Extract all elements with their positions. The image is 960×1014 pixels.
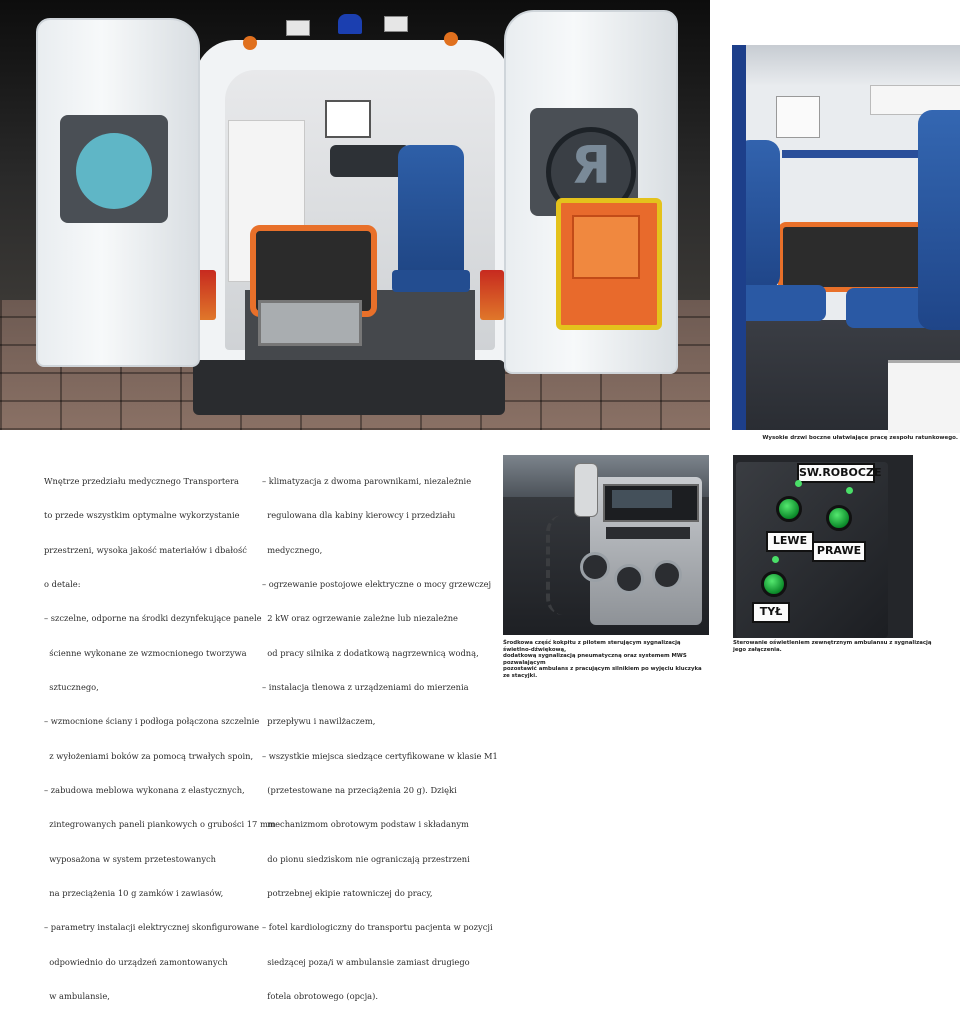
caption-line: dodatkową sygnalizacją pneumatyczną oraz systemem MWS pozwalającym (503, 653, 687, 666)
control-panel-caption (733, 640, 933, 653)
left-lights-button (776, 496, 802, 522)
text-line: wyposażona w system przetestowanych (44, 853, 217, 864)
text-line: od pracy silnika z dodatkową nagrzewnicą wodną, (262, 647, 479, 658)
monitor (325, 100, 371, 138)
text-line: ścienne wykonane ze wzmocnionego tworzywa (44, 647, 247, 658)
text-line: (przetestowane na przeciążenia 20 g). Dzięki (262, 785, 457, 795)
wall-shelf (782, 150, 932, 158)
climate-knob-icon (580, 552, 610, 582)
carry-chair-straps (572, 215, 640, 279)
text-line: w ambulansie, (44, 991, 110, 1002)
text-line: na przeciążenia 10 g zamków i zawiasów, (44, 888, 224, 899)
air-vent (606, 527, 690, 539)
text-line: zintegrowanych paneli piankowych o grubości 17 mm (44, 819, 276, 830)
swivel-seat-base (392, 270, 470, 292)
caption-line: jego załączenia. (733, 646, 782, 653)
text-line: przepływu i nawilżaczem, (262, 716, 376, 727)
side-seat-right (918, 110, 960, 330)
roof-lamp-left (286, 20, 310, 36)
text-line: siedzącej poza/i w ambulansie zamiast drugiego (262, 956, 470, 967)
text-line: – ogrzewanie postojowe elektryczne o mocy grzewczej (262, 578, 492, 589)
text-line: mechanizmom obrotowym podstaw i składanym (262, 819, 469, 830)
text-line: o detale: (44, 578, 81, 589)
side-door-caption: Wysokie drzwi boczne ułatwiające pracę zespołu ratunkowego. (762, 435, 958, 441)
indicator-led-icon (772, 556, 779, 563)
side-seat-left-cushion (736, 285, 826, 321)
label-right: PRAWE (812, 541, 866, 562)
text-line: sztucznego, (44, 681, 99, 692)
tail-light-right (480, 270, 504, 320)
text-line: Wnętrze przedziału medycznego Transportera (44, 475, 239, 486)
text-line: – klimatyzacja z dwoma parownikami, niezależnie (262, 475, 472, 486)
rear-bumper (193, 360, 505, 415)
door-frame (732, 45, 746, 430)
text-line: przestrzeni, wysoka jakość materiałów i dbałość (44, 544, 247, 555)
text-line: – szczelne, odporne na środki dezynfekujące panele (44, 613, 262, 624)
text-line: 2 kW oraz ogrzewanie zależne lub niezależne (262, 613, 458, 624)
circle-decal-icon (76, 133, 152, 209)
blue-beacon-icon (338, 14, 362, 34)
radio-display (612, 490, 672, 508)
swivel-seat-back (398, 145, 464, 285)
text-line: to przede wszystkim optymalne wykorzystanie (44, 510, 240, 521)
orange-marker-left (243, 36, 257, 50)
text-line: – zabudowa meblowa wykonana z elastycznych, (44, 785, 245, 795)
text-line: – parametry instalacji elektrycznej skonfigurowane (44, 922, 260, 933)
rear-lights-button (761, 571, 787, 597)
label-left: LEWE (766, 531, 814, 552)
text-line: – wzmocnione ściany i podłoga połączona szczelnie (44, 716, 260, 727)
label-work-lights: SW.ROBOCZE (797, 463, 875, 483)
caption-line: Środkowa część kokpitu z pilotem sterującym sygnalizacją świetlno-dźwiękową, (503, 640, 681, 653)
text-line: odpowiednio do urządzeń zamontowanych (44, 956, 228, 967)
text-line: do pionu siedziskom nie ograniczają przestrzeni (262, 853, 470, 864)
indicator-led-icon (795, 480, 802, 487)
climate-knob-icon (652, 560, 682, 590)
label-rear: TYŁ (752, 602, 790, 623)
text-line: – fotel kardiologiczny do transportu pacjenta w pozycji (262, 922, 493, 933)
door-step (888, 360, 960, 433)
mirrored-r-glyph: Я (570, 136, 612, 196)
roof-lamp-right (384, 16, 408, 32)
remote-cord (546, 515, 580, 615)
text-line: potrzebnej ekipie ratowniczej do pracy, (262, 888, 433, 899)
dashboard-caption (503, 640, 709, 680)
siren-remote-icon (574, 463, 598, 517)
body-text-middle (262, 453, 497, 1014)
orange-marker-right (444, 32, 458, 46)
text-line: z wyłożeniami boków za pomocą trwałych spoin, (44, 750, 254, 761)
text-line: – instalacja tlenowa z urządzeniami do mierzenia (262, 681, 469, 692)
text-line: regulowana dla kabiny kierowcy i przedziału (262, 510, 456, 521)
caption-line: pozostawić ambulans z pracującym silnikiem po wyjęciu kluczyka ze stacyjki. (503, 666, 702, 679)
caption-line: Sterowanie oświetleniem zewnętrznym ambulansu z sygnalizacją (733, 640, 932, 646)
wall-device (776, 96, 820, 138)
side-ceiling (732, 45, 960, 85)
right-lights-button (826, 505, 852, 531)
indicator-led-icon (846, 487, 853, 494)
text-line: fotela obrotowego (opcja). (262, 991, 378, 1002)
body-text-left (44, 453, 276, 1014)
stretcher-base (258, 300, 362, 346)
text-line: medycznego, (262, 544, 323, 555)
climate-knob-icon (614, 564, 644, 594)
text-line: – wszystkie miejsca siedzące certyfikowane w klasie M1 (262, 750, 498, 761)
